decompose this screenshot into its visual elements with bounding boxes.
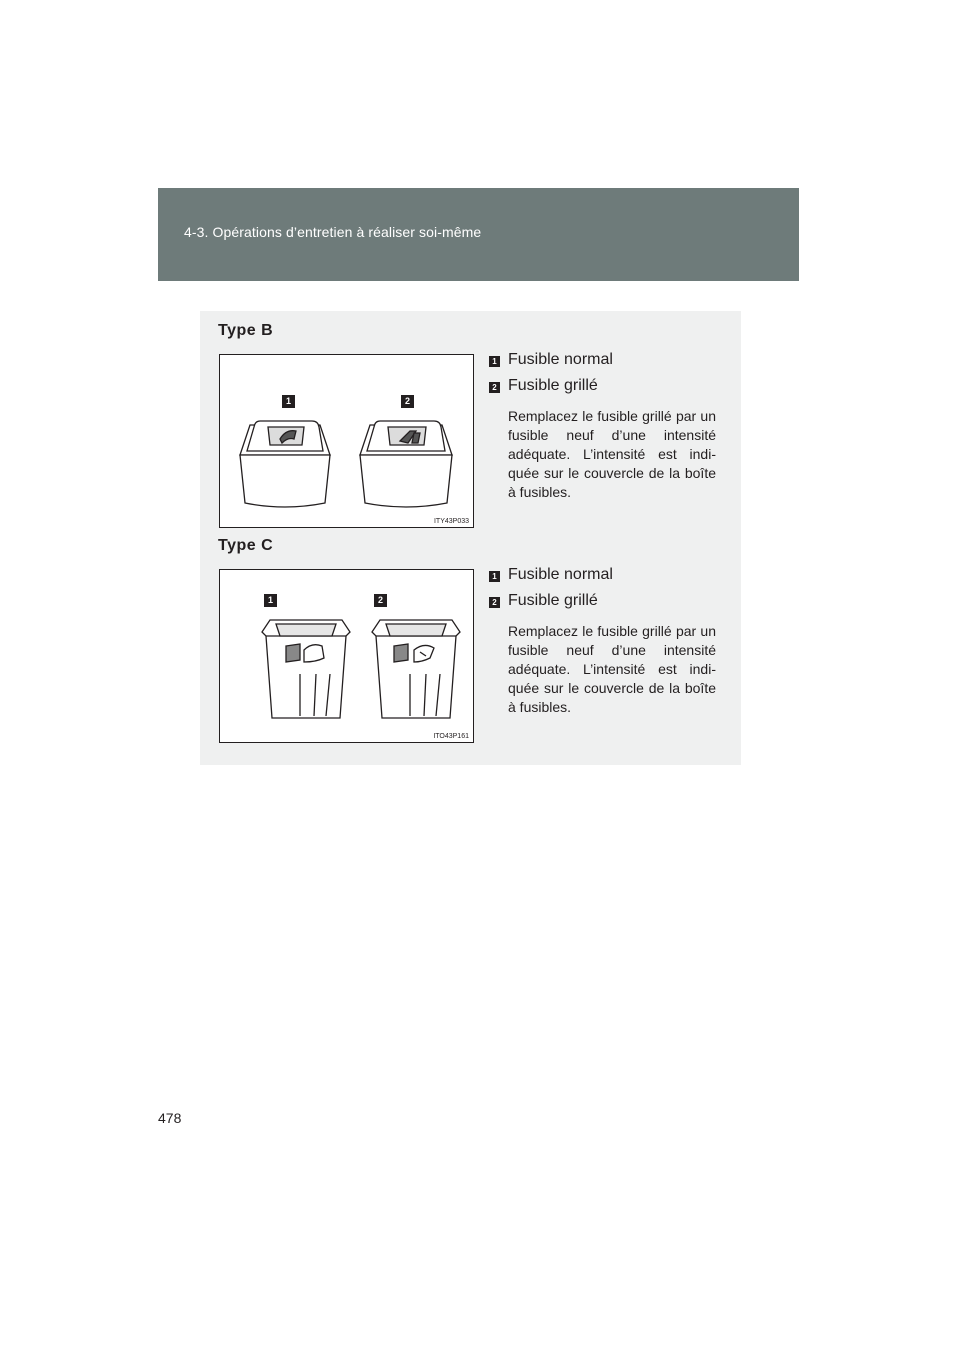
legend-item [489, 377, 719, 403]
fuse-type-c-illustration [220, 570, 473, 742]
legend-number: 1 [489, 571, 500, 582]
figure-code: ITO43P161 [433, 733, 469, 740]
callout-2: 2 [374, 594, 387, 607]
legend-number: 1 [489, 356, 500, 367]
legend-item [489, 351, 719, 377]
figure-type-c [219, 569, 474, 743]
callout-1: 1 [264, 594, 277, 607]
description-type-c: Remplacez le fusible grillé par un fusible neuf d’une intensité adéquate. L’intensité est indi-quée sur le couvercle de la boîte à fusibles. [508, 623, 716, 715]
callout-1: 1 [282, 395, 295, 408]
legend-number: 2 [489, 382, 500, 393]
blown-fuse-icon [372, 620, 460, 718]
normal-fuse-icon [240, 421, 330, 507]
figure-type-b [219, 354, 474, 528]
fuse-type-b-illustration [220, 355, 473, 527]
section-heading-type-c: Type C [218, 537, 274, 554]
chapter-header [158, 188, 799, 281]
legend-label: Fusible normal [508, 351, 613, 368]
legend-number: 2 [489, 597, 500, 608]
legend-item [489, 592, 719, 618]
legend-item [489, 566, 719, 592]
page-number: 478 [158, 1110, 182, 1126]
legend-list-type-c [489, 566, 719, 618]
legend-label: Fusible normal [508, 566, 613, 583]
description-type-b: Remplacez le fusible grillé par un fusible neuf d’une intensité adéquate. L’intensité est indi-quée sur le couvercle de la boîte à fusibles. [508, 408, 716, 500]
section-heading-type-b: Type B [218, 322, 274, 339]
legend-label: Fusible grillé [508, 377, 598, 394]
callout-2: 2 [401, 395, 414, 408]
figure-code: ITY43P033 [433, 518, 469, 525]
legend-list-type-b [489, 351, 719, 403]
normal-fuse-icon [262, 620, 350, 718]
legend-label: Fusible grillé [508, 592, 598, 609]
blown-fuse-icon [360, 421, 452, 507]
chapter-title: 4-3. Opérations d’entretien à réaliser soi-même [184, 224, 482, 240]
